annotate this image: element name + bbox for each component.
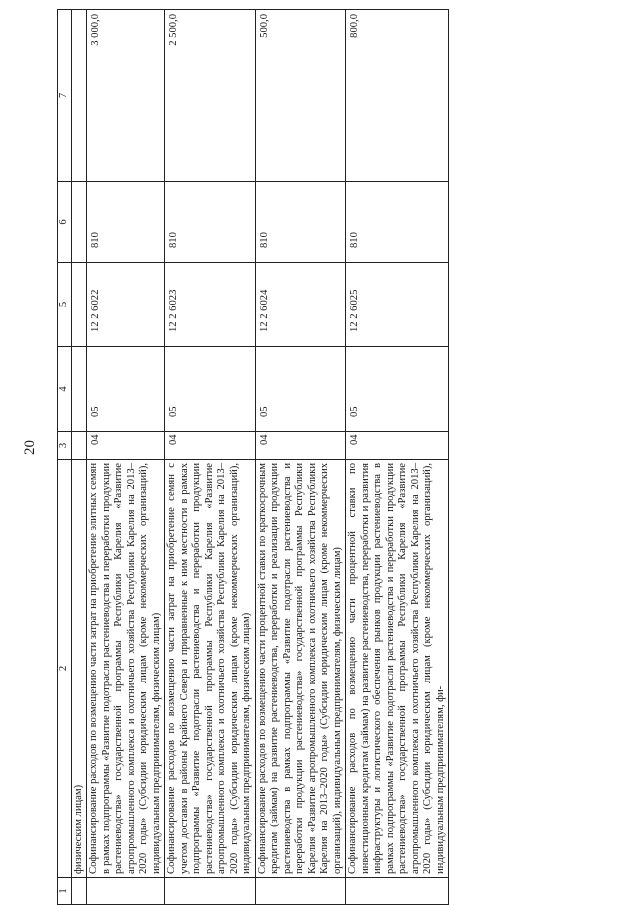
expense-type-code: 810 bbox=[346, 182, 449, 263]
subsection-code: 05 bbox=[87, 347, 165, 432]
cell bbox=[71, 182, 87, 263]
row-number-cell bbox=[346, 878, 449, 905]
subsection-code: 05 bbox=[346, 347, 449, 432]
column-header: 4 bbox=[58, 347, 72, 432]
table-row bbox=[346, 10, 449, 905]
expense-type-code: 810 bbox=[165, 182, 256, 263]
row-description: Софинансирование расходов по возмещению части затрат на приобретение элитных семян в рамках подпрограммы «Развитие подотрасли растениеводства и переработки продукции растениеводства» государственной программы Республики Карелия «Развитие агропромышленного комплекса и охотничьего хозяйства Республики Карелия на 2013–2020 годы» (Субсидии юридическим лицам (кроме некоммерческих организаций), индивидуальным предпринимателям, физическим лицам) bbox=[87, 460, 165, 878]
row-number-cell bbox=[165, 878, 256, 905]
budget-table-sheet bbox=[57, 10, 597, 905]
column-header: 7 bbox=[58, 10, 72, 182]
expense-type-code: 810 bbox=[87, 182, 165, 263]
row-description: Софинансирование расходов по возмещению части процентной ставки по краткосрочным кредитам (займам) на развитие растениеводства, переработки и реализации продукции растениеводства в рамках подпрограммы «Развитие подотрасли растениеводства и переработки продукции растениеводства» государственной программы Республики Карелия «Развитие агропромышленного комплекса и охотничьего хозяйства Республики Карелия на 2013–2020 годы» (Субсидии юридическим лицам (кроме некоммерческих организаций), индивидуальным предпринимателям, физическим лицам) bbox=[255, 460, 346, 878]
budget-table bbox=[57, 9, 449, 905]
section-code: 04 bbox=[165, 432, 256, 460]
section-code: 04 bbox=[255, 432, 346, 460]
amount: 500,0 bbox=[255, 10, 346, 182]
cell bbox=[71, 10, 87, 182]
cell bbox=[71, 347, 87, 432]
page-number: 20 bbox=[22, 440, 38, 455]
row-number-cell bbox=[71, 878, 87, 905]
row-number-cell bbox=[87, 878, 165, 905]
amount: 3 000,0 bbox=[87, 10, 165, 182]
amount: 800,0 bbox=[346, 10, 449, 182]
target-article-code: 12 2 6022 bbox=[87, 263, 165, 347]
target-article-code: 12 2 6023 bbox=[165, 263, 256, 347]
column-header: 2 bbox=[58, 460, 72, 878]
row-number-cell bbox=[255, 878, 346, 905]
column-header: 5 bbox=[58, 263, 72, 347]
target-article-code: 12 2 6025 bbox=[346, 263, 449, 347]
cell bbox=[71, 432, 87, 460]
table-header-row bbox=[58, 10, 72, 905]
cell bbox=[71, 263, 87, 347]
section-code: 04 bbox=[87, 432, 165, 460]
target-article-code: 12 2 6024 bbox=[255, 263, 346, 347]
row-description: Софинансирование расходов по возмещению части процентной ставки по инвестиционным кредитам (займам) на развитие растениеводства, переработки и развития инфраструктуры и логистического обеспечения рынков продукции растениеводства в рамках подпрограммы «Развитие подотрасли растениеводства и переработки продукции растениеводства» государственной программы Республики Карелия «Развитие агропромышленного комплекса и охотничьего хозяйства Республики Карелия на 2013–2020 годы» (Субсидии юридическим лицам (кроме некоммерческих организаций), индивидуальным предпринимателям, фи- bbox=[346, 460, 449, 878]
table-row bbox=[71, 10, 87, 905]
table-row bbox=[255, 10, 346, 905]
row-description: Софинансирование расходов по возмещению части затрат на приобретение семян с учетом доставки в районы Крайнего Севера и приравненные к ним местности в рамках подпрограммы «Развитие подотрасли растениеводства и переработки продукции растениеводства» государственной программы Республики Карелия «Развитие агропромышленного комплекса и охотничьего хозяйства Республики Карелия на 2013–2020 годы» (Субсидии юридическим лицам (кроме некоммерческих организаций), индивидуальным предпринимателям, физическим лицам) bbox=[165, 460, 256, 878]
table-row bbox=[87, 10, 165, 905]
subsection-code: 05 bbox=[255, 347, 346, 432]
carryover-text: физическим лицам) bbox=[71, 460, 87, 878]
expense-type-code: 810 bbox=[255, 182, 346, 263]
table-row bbox=[165, 10, 256, 905]
column-header: 1 bbox=[58, 878, 72, 905]
subsection-code: 05 bbox=[165, 347, 256, 432]
column-header: 6 bbox=[58, 182, 72, 263]
amount: 2 500,0 bbox=[165, 10, 256, 182]
section-code: 04 bbox=[346, 432, 449, 460]
column-header: 3 bbox=[58, 432, 72, 460]
